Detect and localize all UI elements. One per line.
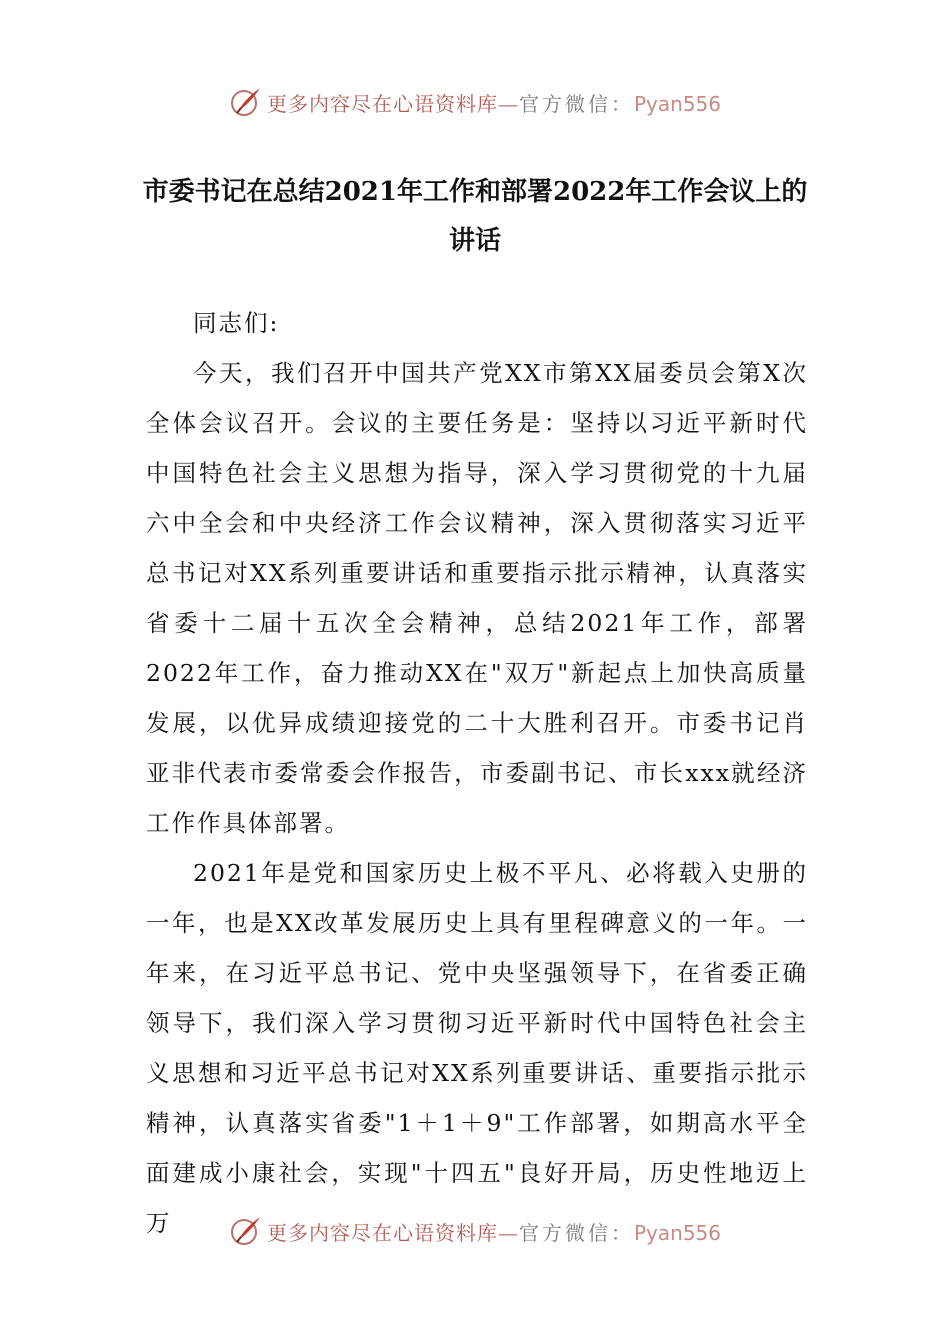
header-watermark bbox=[0, 82, 950, 122]
watermark-wechat-id: Pyan556 bbox=[633, 1220, 721, 1245]
quill-logo-icon bbox=[229, 85, 263, 119]
watermark-text bbox=[267, 88, 721, 117]
watermark-site: 更多内容尽在心语资料库 bbox=[266, 91, 498, 116]
footer-watermark bbox=[0, 1211, 950, 1251]
watermark-dash: — bbox=[497, 1220, 519, 1245]
watermark-label: 官方微信： bbox=[518, 1220, 634, 1245]
salutation: 同志们: bbox=[193, 309, 280, 337]
paragraph-1: 今天，我们召开中国共产党XX市第XX届委员会第X次全体会议召开。会议的主要任务是：坚持以习近平新时代中国特色社会主义思想为指导，深入学习贯彻党的十九届六中全会和中央经济工作会议精神，深入贯彻落实习近平总书记对XX系列重要讲话和重要指示批示精神，认真落实省委十二届十五次全会精神，总结2021年工作，部署2022年工作，奋力推动XX在"双万"新起点上加快高质量发展，以优异成绩迎接党的二十大胜利召开。市委书记肖亚非代表市委常委会作报告，市委副书记、市长xxx就经济工作作具体部署。 bbox=[146, 359, 808, 837]
document-body bbox=[146, 298, 808, 1248]
watermark-label: 官方微信： bbox=[518, 91, 634, 116]
document-title: 市委书记在总结2021年工作和部署2022年工作会议上的讲话 bbox=[142, 177, 808, 256]
watermark-site: 更多内容尽在心语资料库 bbox=[266, 1220, 498, 1245]
watermark-wechat-id: Pyan556 bbox=[633, 91, 721, 116]
watermark-text bbox=[267, 1217, 721, 1246]
paragraph-2: 2021年是党和国家历史上极不平凡、必将载入史册的一年，也是XX改革发展历史上具有里程碑意义的一年。一年来，在习近平总书记、党中央坚强领导下，在省委正确领导下，我们深入学习贯彻习近平新时代中国特色社会主义思想和习近平总书记对XX系列重要讲话、重要指示批示精神，认真落实省委"1＋1＋9"工作部署，如期高水平全面建成小康社会，实现"十四五"良好开局，历史性地迈上万 bbox=[146, 859, 808, 1237]
watermark-dash: — bbox=[497, 91, 519, 116]
quill-logo-icon bbox=[229, 1214, 263, 1248]
